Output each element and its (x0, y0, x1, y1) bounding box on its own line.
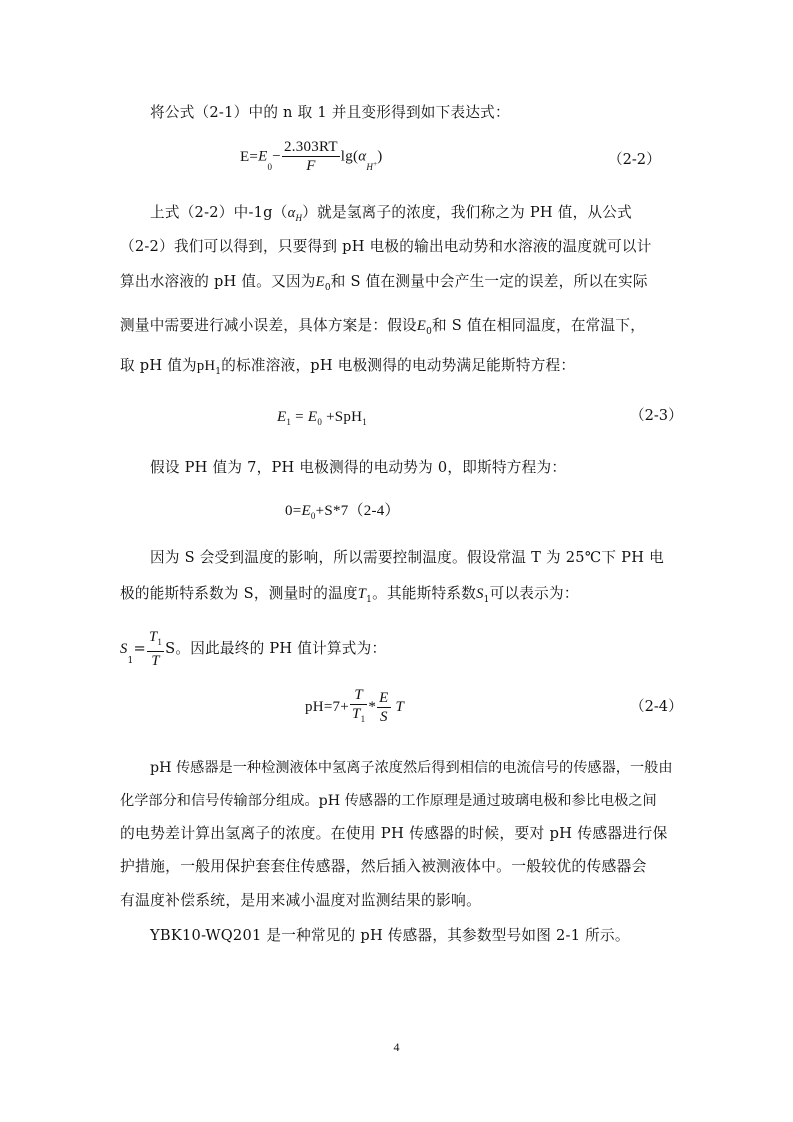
p3-l3-num: T (149, 629, 158, 645)
eq24b-f1-den-sub: 1 (360, 714, 366, 724)
p2-line-1: 假设 PH 值为 7，PH 电极测得的电动势为 0，即斯特方程为： (150, 459, 567, 476)
eq24a-lhs: 0= (285, 503, 302, 519)
p4-line-1: pH 传感器是一种检测液体中氢离子浓度然后得到相信的电流信号的传感器，一般由 (150, 760, 673, 776)
p3-l3-tail: S。因此最终的 PH 值计算式为： (165, 639, 387, 657)
p1-line-2: （2-2）我们可以得到，只要得到 pH 电极的输出电动势和水溶液的温度就可以计 (120, 238, 652, 255)
eq22-numerator: 2.303RT (284, 139, 338, 155)
equation-2-3 (277, 407, 367, 432)
eq24b-t: T (395, 699, 405, 715)
p3-l3-num-sub: 1 (157, 636, 163, 647)
p1-e: E (315, 274, 325, 290)
eq24a-e0: E (301, 503, 311, 519)
p1-ph-sub: 1 (215, 366, 222, 377)
eq24b-star: * (368, 699, 377, 715)
equation-2-4b (305, 686, 404, 730)
p3-l2-b: 。其能斯特系数 (372, 585, 477, 602)
eq23-number: （2-3） (630, 407, 683, 424)
p1-line-5 (120, 356, 575, 382)
p1-l5-b: 的标准溶液，pH 电极测得的电动势满足能斯特方程： (221, 357, 576, 374)
p3-l3-den: T (147, 651, 164, 670)
p1-e-sub: 0 (324, 282, 331, 293)
eq22-close: ) (377, 148, 383, 165)
p3-l3-eq: = (133, 639, 147, 657)
eq22-fraction (282, 138, 340, 175)
eq23-e0: E (307, 409, 318, 425)
eq22-alpha-sub: H (366, 161, 374, 172)
p3-s-sub: 1 (483, 594, 490, 605)
eq22-e0: E (258, 148, 268, 165)
eq24b-lhs: pH=7+ (305, 699, 350, 715)
p1-l5-a: 取 pH 值为 (120, 357, 197, 374)
p1-e-2: E (416, 318, 427, 334)
eq23-e1: E (277, 409, 287, 425)
p1-l4-a: 测量中需要进行减小误差，具体方案是：假设 (120, 317, 417, 334)
p1-line-3 (120, 272, 648, 298)
p4-line-2: 化学部分和信号传输部分组成。pH 传感器的工作原理是通过玻璃电极和参比电极之间 (120, 793, 657, 809)
eq23-eq: = (291, 409, 308, 425)
p1-alpha: α (287, 205, 296, 221)
eq24b-fraction-1 (350, 686, 367, 728)
eq24b-fraction-2 (377, 689, 390, 726)
p3-l3-s: S (120, 640, 128, 657)
p1-l4-b: 和 S 值在相同温度，在常温下， (432, 317, 646, 334)
eq23-plus: +S (322, 409, 344, 425)
equation-2-4a (285, 501, 400, 526)
eq24b-f2-num: E (379, 689, 389, 706)
p3-line-2 (120, 584, 579, 610)
p3-s: S (476, 586, 484, 602)
p1-l3-b: 和 S 值在测量中会产生一定的误差，所以在实际 (330, 273, 648, 290)
p3-line-1: 因为 S 会受到温度的影响，所以需要控制温度。假设常温 T 为 25℃下 PH 电 (150, 549, 664, 566)
p1-alpha-sub: H (295, 212, 303, 223)
p4-line-4: 护措施，一般用保护套套住传感器，然后插入被测液体中。一般较优的传感器会 (120, 858, 647, 875)
p1-line-1 (150, 203, 632, 228)
p1-line-4 (120, 316, 645, 342)
eq22-denominator: F (282, 156, 340, 175)
eq24b-f1-den: T (352, 706, 361, 722)
eq24b-f1-num: T (354, 687, 363, 703)
eq22-e0-sub: 0 (267, 161, 273, 172)
eq24b-f2-den: S (377, 707, 390, 726)
p4-line-3: 的电势差计算出氢离子的浓度。在使用 PH 传感器的时候，要对 pH 传感器进行保 (120, 825, 668, 842)
eq22-alpha: α (358, 148, 367, 165)
eq24b-number: （2-4） (630, 698, 683, 715)
p3-l2-c: 可以表示为： (489, 585, 579, 602)
p3-l3-fraction (147, 628, 164, 670)
p3-l2-a: 极的能斯特系数为 S，测量时的温度 (120, 585, 358, 602)
eq24a-rest: +S*7（2-4） (315, 503, 400, 519)
p3-t-sub: 1 (366, 594, 373, 605)
eq22-minus: − (272, 148, 282, 165)
eq23-e1-sub: 1 (286, 417, 292, 427)
p3-t: T (357, 586, 367, 602)
eq22-lhs: E= (240, 148, 259, 165)
eq23-ph-sub: 1 (362, 417, 367, 427)
p1-e-2-sub: 0 (426, 326, 433, 337)
p4-line-5: 有温度补偿系统，是用来减小温度对监测结果的影响。 (120, 892, 482, 909)
eq24a-e0-sub: 0 (310, 511, 316, 521)
p1-l1-b: ）就是氢离子的浓度，我们称之为 PH 值，从公式 (302, 204, 632, 221)
eq22-alpha-sup: + (373, 159, 378, 168)
p1-ph: pH (196, 358, 216, 374)
p1-l3-a: 算出水溶液的 pH 值。又因为 (120, 273, 316, 290)
page-number: 4 (393, 1040, 400, 1054)
intro-line: 将公式（2-1）中的 n 取 1 并且变形得到如下表达式： (150, 104, 510, 121)
equation-2-2 (240, 138, 383, 182)
p1-l1-a: 上式（2-2）中-1g（ (150, 204, 288, 221)
p5-line-1: YBK10-WQ201 是一种常见的 pH 传感器，其参数型号如图 2-1 所示。 (150, 927, 630, 944)
p3-line-3 (120, 628, 386, 668)
p3-l3-s-sub: 1 (127, 655, 134, 666)
eq22-log: lg( (340, 148, 359, 165)
eq22-number: （2-2） (608, 151, 661, 168)
eq23-e0-sub: 0 (317, 417, 323, 427)
eq23-ph: pH (343, 409, 363, 425)
